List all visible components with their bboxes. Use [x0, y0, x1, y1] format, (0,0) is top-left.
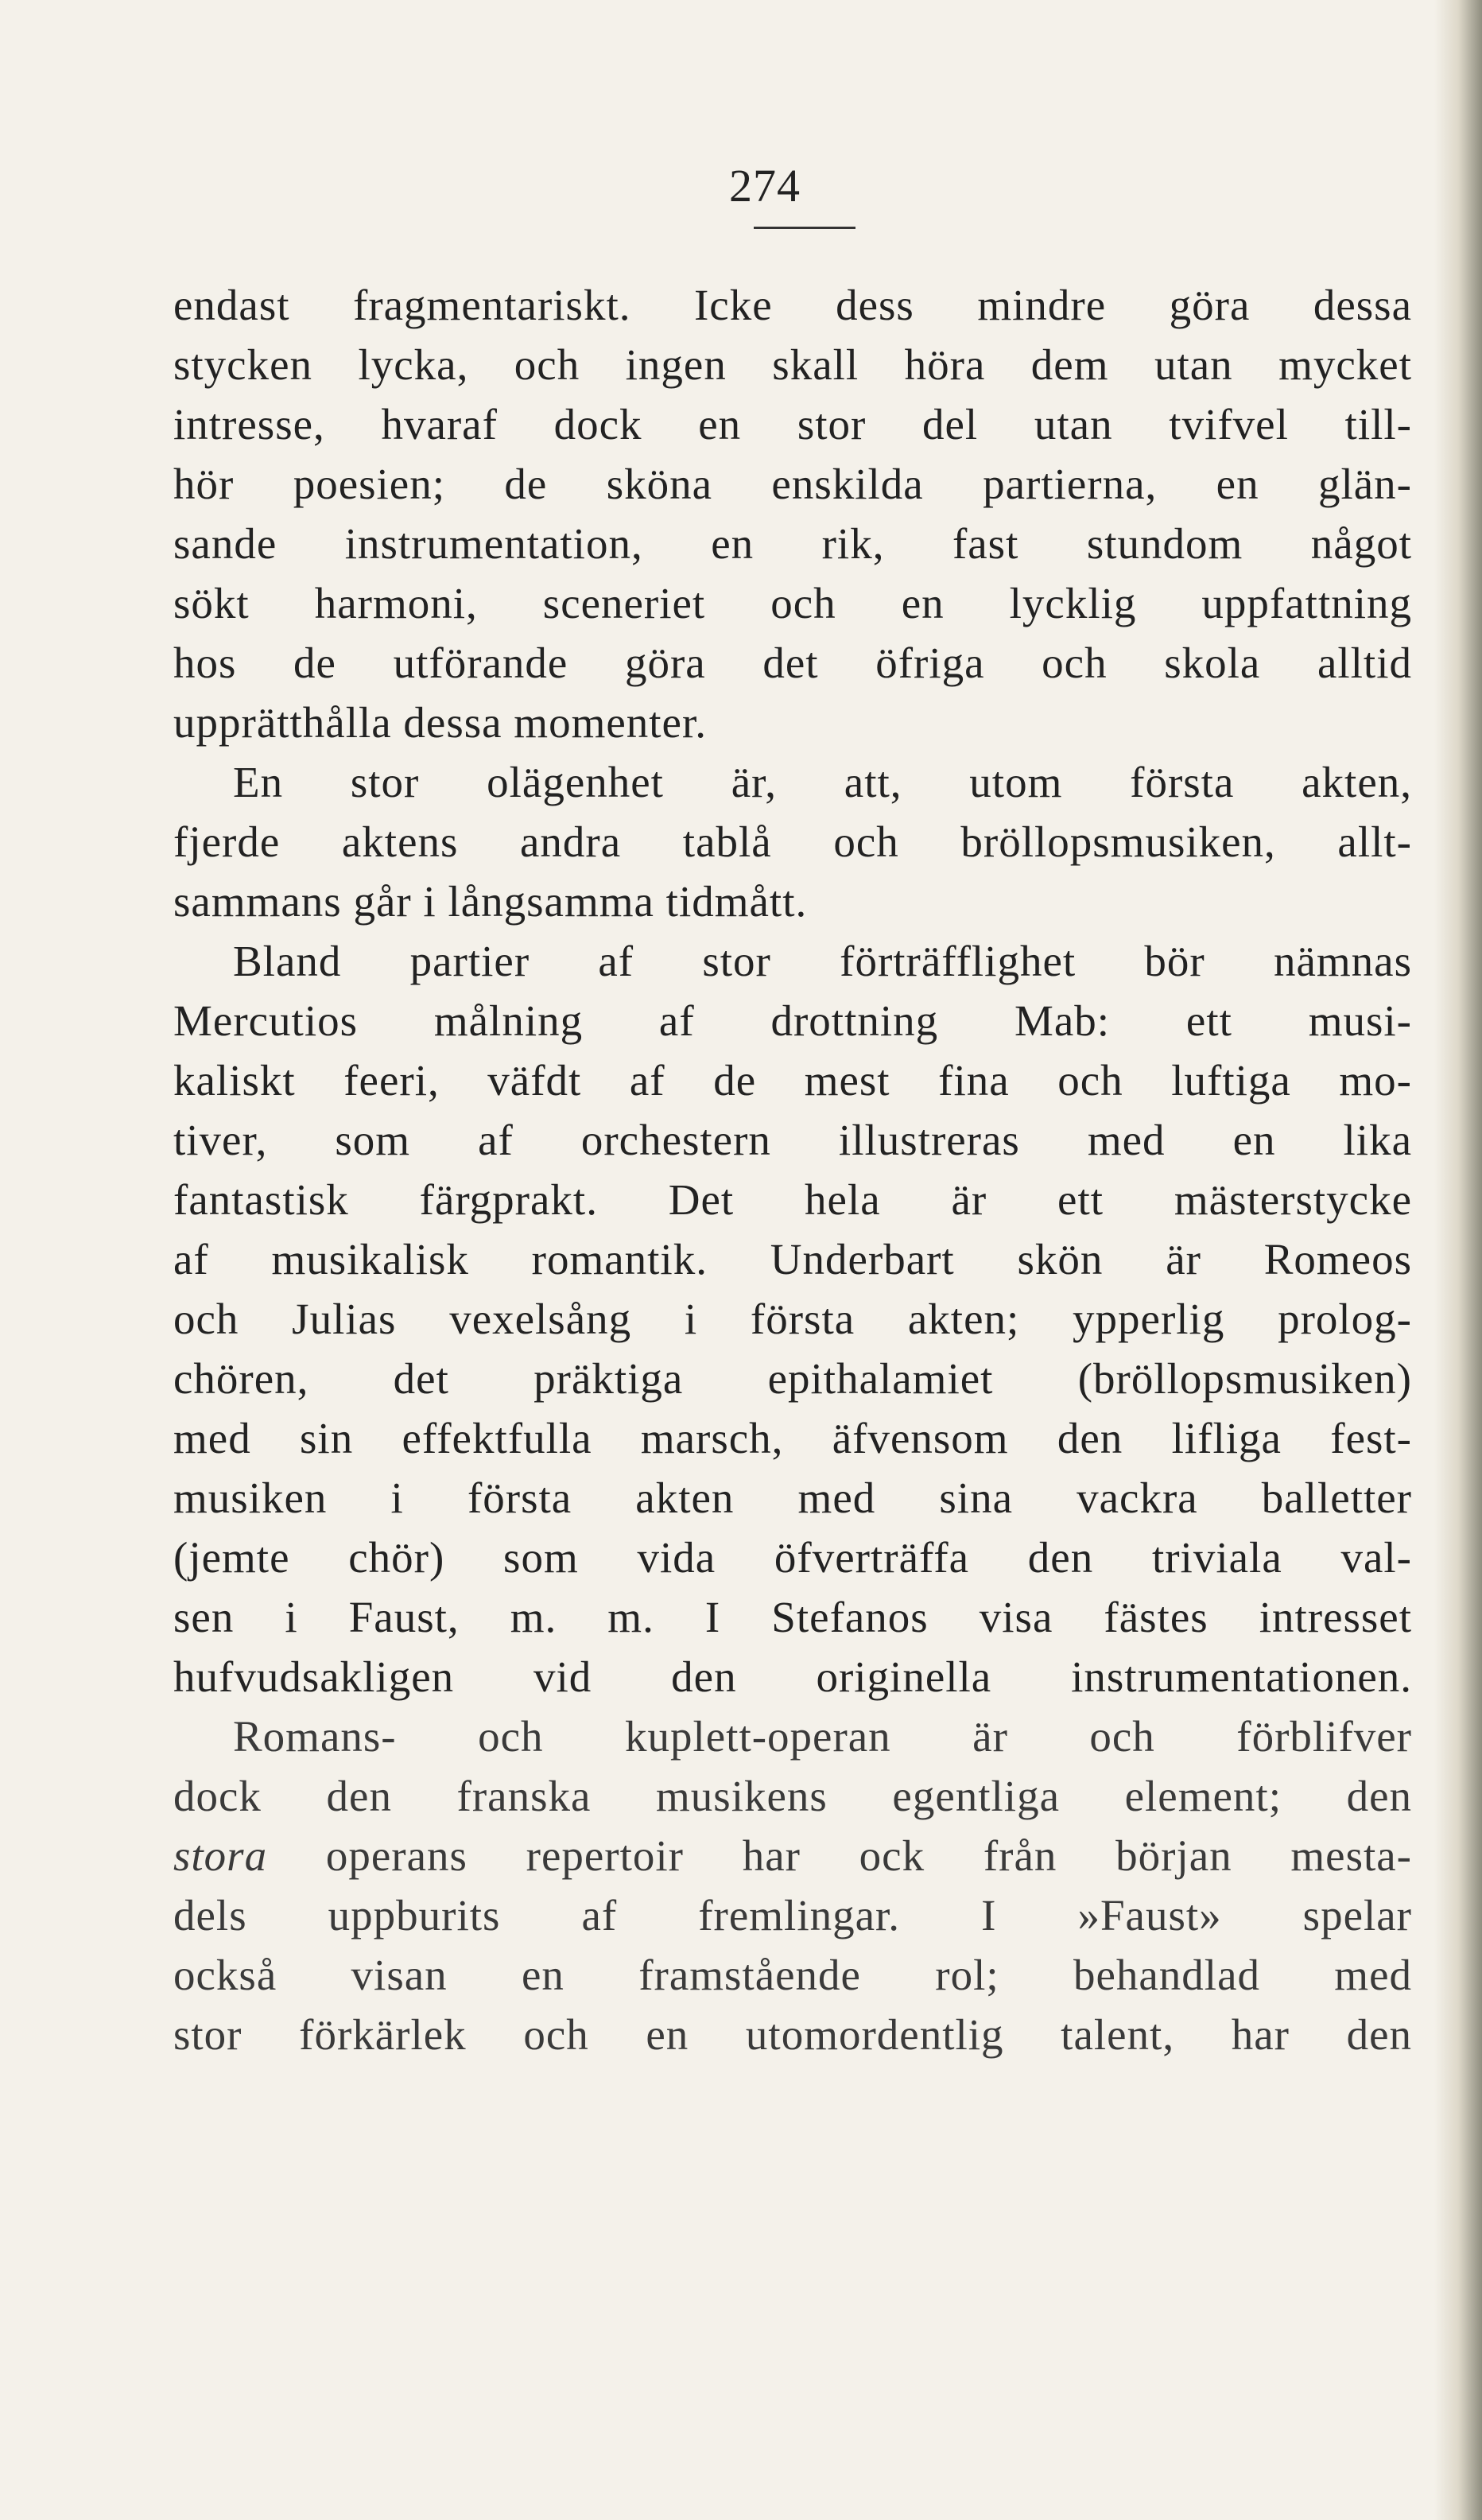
- text-line: Bland partier af stor förträfflighet bör nämnas: [233, 937, 1412, 985]
- text-line: tiver, som af orchestern illustreras med en lika: [173, 1116, 1412, 1164]
- body-text: [173, 275, 1412, 2064]
- text-line: fjerde aktens andra tablå och bröllopsmusiken, allt-: [173, 817, 1412, 866]
- text-line: af musikalisk romantik. Underbart skön är Romeos: [173, 1235, 1412, 1283]
- page-number-rule: [754, 227, 855, 229]
- text-line: (jemte chör) som vida öfverträffa den triviala val-: [173, 1533, 1412, 1582]
- text-line: En stor olägenhet är, att, utom första akten,: [233, 758, 1412, 806]
- text-line: fantastisk färgprakt. Det hela är ett mästerstycke: [173, 1175, 1412, 1224]
- text-line: kaliskt feeri, väfdt af de mest fina och luftiga mo-: [173, 1056, 1412, 1105]
- text-line: och Julias vexelsång i första akten; ypperlig prolog-: [173, 1295, 1412, 1343]
- page-number: 274: [729, 160, 801, 212]
- text-line: hufvudsakligen vid den originella instrumentationen.: [173, 1652, 1412, 1701]
- text-line: sammans går i långsamma tidmått.: [173, 877, 808, 926]
- text-line: Mercutios målning af drottning Mab: ett musi-: [173, 996, 1412, 1045]
- text-line: endast fragmentariskt. Icke dess mindre göra dessa: [173, 281, 1412, 329]
- text-line: dock den franska musikens egentliga element; den: [173, 1772, 1412, 1820]
- text-line: stycken lycka, och ingen skall höra dem utan mycket: [173, 340, 1412, 389]
- text-line: sen i Faust, m. m. I Stefanos visa fästes intresset: [173, 1593, 1412, 1641]
- text-line: sökt harmoni, sceneriet och en lycklig uppfattning: [173, 579, 1412, 627]
- text-line: dels uppburits af fremlingar. I »Faust» spelar: [173, 1891, 1412, 1940]
- text-line: stor förkärlek och en utomordentlig talent, har den: [173, 2010, 1412, 2059]
- text-line: hör poesien; de sköna enskilda partierna, en glän-: [173, 460, 1412, 508]
- text-line: chören, det präktiga epithalamiet (bröllopsmusiken): [173, 1354, 1412, 1403]
- text-line: Romans- och kuplett-operan är och förblifver: [233, 1712, 1412, 1761]
- page-edge-shadow: [1434, 0, 1482, 2520]
- text-line: intresse, hvaraf dock en stor del utan tvifvel till-: [173, 400, 1412, 448]
- text-line: musiken i första akten med sina vackra balletter: [173, 1474, 1412, 1522]
- text-line: hos de utförande göra det öfriga och skola alltid: [173, 639, 1412, 687]
- text-line: med sin effektfulla marsch, äfvensom den lifliga fest-: [173, 1414, 1412, 1462]
- text-line: också visan en framstående rol; behandlad med: [173, 1951, 1412, 1999]
- text-line: [173, 1826, 1412, 1885]
- italic-word: stora: [173, 1831, 268, 1880]
- text-line: sande instrumentation, en rik, fast stundom något: [173, 519, 1412, 568]
- text-line: upprätthålla dessa momenter.: [173, 698, 708, 747]
- text-line-rest: operans repertoir har ock från början mesta-: [267, 1831, 1412, 1880]
